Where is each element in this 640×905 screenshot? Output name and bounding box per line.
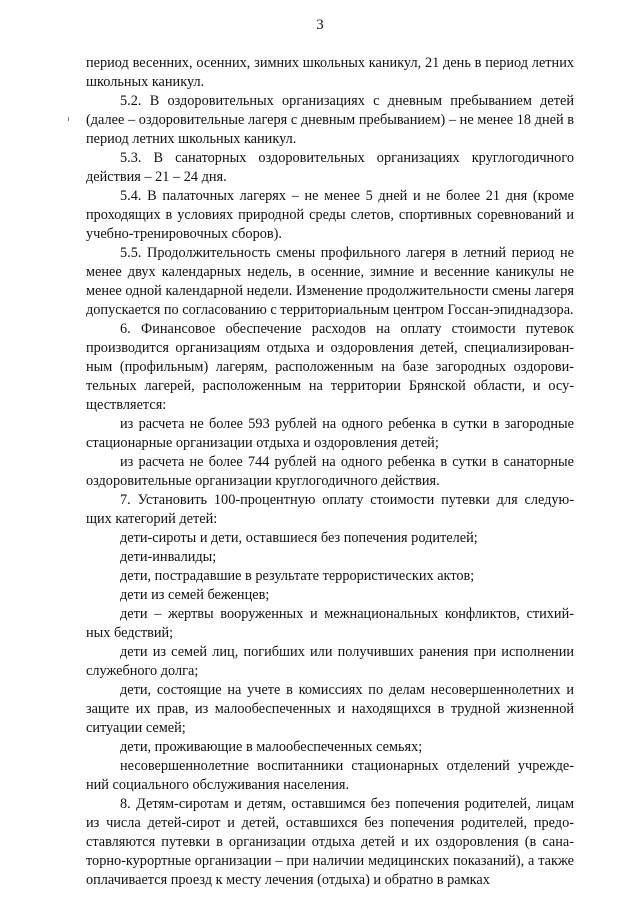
paragraph-5-5: 5.5. Продолжительность смены профильного лагеря в летний период не менее двух календарных недель, в осенние, зимние и весенние каникулы не менее одной календарной недели. Изменение продолжительности смены лагеря допускается по согласованию с территориальным центром Госсан-эпиднадзора. bbox=[86, 245, 574, 318]
paragraph-6-rate-593: из расчета не более 593 рублей на одного ребенка в сутки в загородные стационарные организации отдыха и оздоровления детей; bbox=[86, 416, 574, 451]
document-body bbox=[86, 54, 574, 890]
paragraph-5-2: 5.2. В оздоровительных организациях с дневным пребыванием детей (далее – оздоровительные лагеря с дневным пребыванием) – не менее 18 дней в период летних школьных каникул. bbox=[86, 93, 574, 147]
category-orphans: дети-сироты и дети, оставшиеся без попечения родителей; bbox=[120, 530, 478, 546]
category-low-income: дети, проживающие в малообеспеченных семьях; bbox=[120, 739, 423, 755]
category-social-institution-wards: несовершеннолетние воспитанники стационарных отделений учрежде-ний социального обслуживания населения. bbox=[86, 758, 574, 793]
category-registered-minors: дети, состоящие на учете в комиссиях по делам несовершеннолетних и защите их прав, из малообеспеченных и находящихся в трудной жизненной ситуации семей; bbox=[86, 682, 574, 736]
paragraph-continuation: период весенних, осенних, зимних школьных каникул, 21 день в период летних школьных каникул. bbox=[86, 55, 574, 90]
category-terror-victims: дети, пострадавшие в результате террористических актов; bbox=[120, 568, 475, 584]
paragraph-5-4: 5.4. В палаточных лагерях – не менее 5 дней и не более 21 дня (кроме проходящих в условиях природной среды слетов, спортивных соревнований и учебно-тренировочных сборов). bbox=[86, 188, 574, 242]
category-service-casualties: дети из семей лиц, погибших или получивших ранения при исполнении служебного долга; bbox=[86, 644, 574, 679]
paragraph-5-3: 5.3. В санаторных оздоровительных организациях круглогодичного действия – 21 – 24 дня. bbox=[86, 150, 574, 185]
paragraph-8: 8. Детям-сиротам и детям, оставшимся без попечения родителей, лицам из числа детей-сирот и детей, оставшихся без попечения родителей, предо-ставляются путевки в организации отдыха детей и их оздоровления (в сана-торно-курортные организации – при наличии медицинских показаний), а также оплачивается проезд к месту лечения (отдыха) и обратно в рамках bbox=[86, 796, 574, 888]
page-number: 3 bbox=[316, 17, 324, 33]
paragraph-6: 6. Финансовое обеспечение расходов на оплату стоимости путевок производится организациям отдыха и оздоровления детей, специализирован-ным (профильным) лагерям, расположенным на базе загородных оздорови-тельных лагерей, расположенным на территории Брянской области, и осу-ществляется: bbox=[86, 321, 574, 413]
category-disabled: дети-инвалиды; bbox=[120, 549, 217, 565]
category-conflict-victims: дети – жертвы вооруженных и межнациональных конфликтов, стихий-ных бедствий; bbox=[86, 606, 574, 641]
category-refugees: дети из семей беженцев; bbox=[120, 587, 270, 603]
scan-mark bbox=[68, 117, 69, 121]
paragraph-6-rate-744: из расчета не более 744 рублей на одного ребенка в сутки в санаторные оздоровительные организации круглогодичного действия. bbox=[86, 454, 574, 489]
paragraph-7: 7. Установить 100-процентную оплату стоимости путевки для следую-щих категорий детей: bbox=[86, 492, 574, 527]
